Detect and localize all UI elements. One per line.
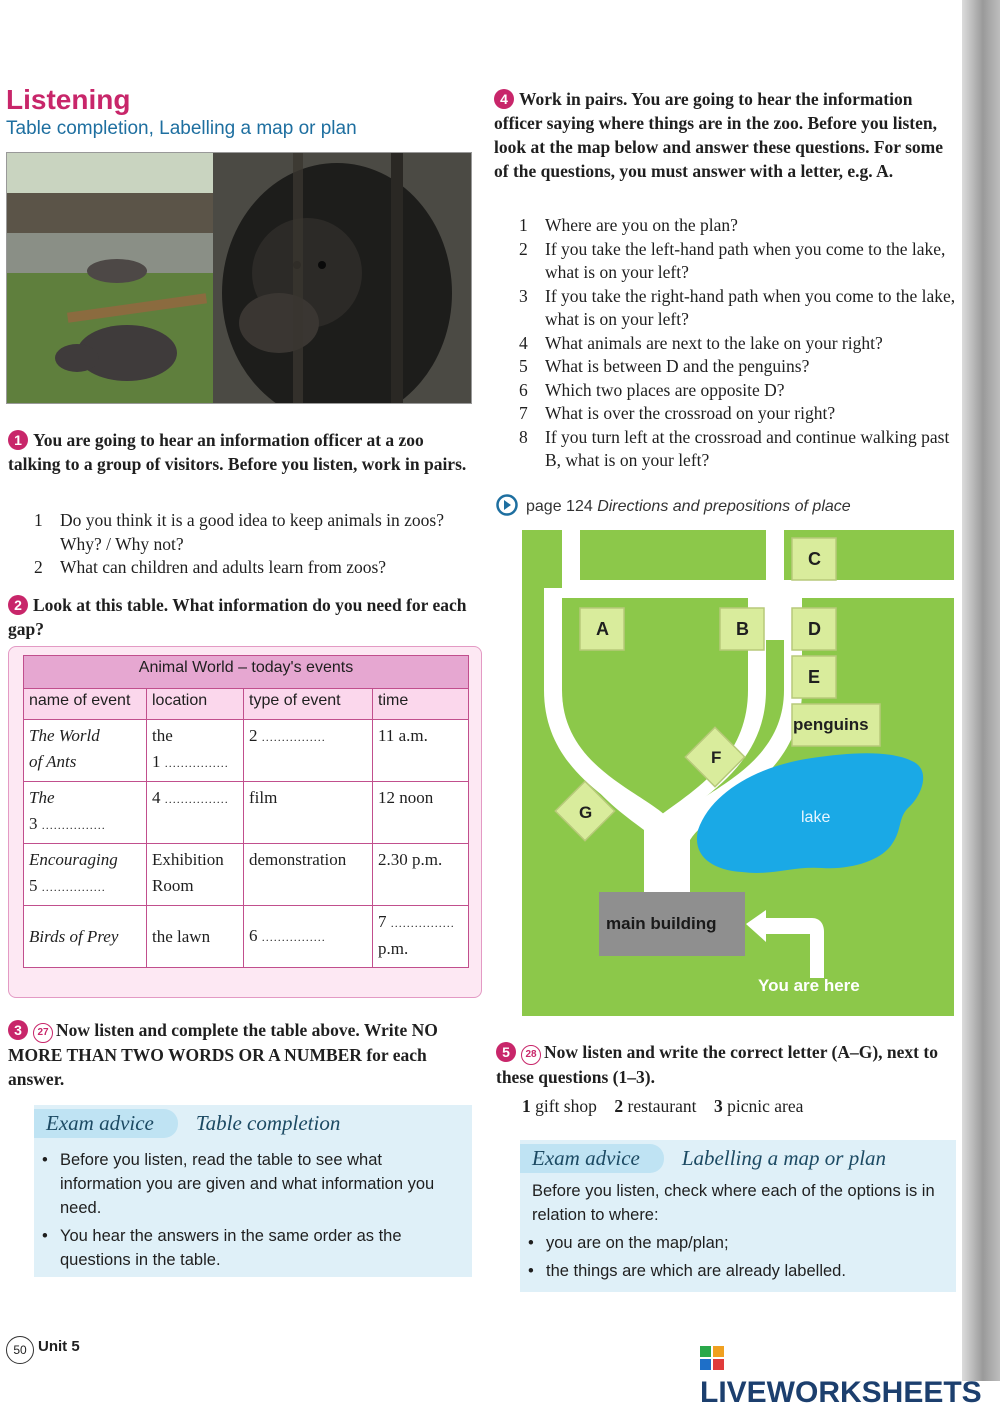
exam-advice-map [520, 1140, 956, 1292]
events-table-panel [8, 646, 482, 998]
zoo-photo-illustration [7, 153, 471, 403]
exercise-4-questions [519, 214, 959, 473]
exercise-1-text: You are going to hear an information officer at a zoo talking to a group of visitors. Before you listen, work in pairs. [8, 430, 467, 474]
exercise-2-number: 2 [8, 595, 28, 615]
table-cell: the 1 ................ [147, 720, 244, 782]
table-cell: 2.30 p.m. [373, 844, 469, 906]
map-label-g: G [579, 803, 593, 822]
liveworksheets-logo-icon [700, 1346, 724, 1370]
table-row [24, 844, 469, 906]
zoo-map [522, 530, 954, 1016]
table-cell: The World of Ants [24, 720, 147, 782]
map-label-f: F [711, 748, 722, 767]
map-label-you-are-here: You are here [758, 976, 860, 995]
exercise-4-instruction [494, 87, 954, 183]
map-label-main-building: main building [606, 914, 717, 933]
exam-advice-list [520, 1231, 956, 1283]
table-row [24, 906, 469, 968]
exercise-3-text: Now listen and complete the table above. Write NO MORE THAN TWO WORDS OR A NUMBER for each answer. [8, 1020, 438, 1089]
table-cell: film [244, 782, 373, 844]
exam-advice-title: Labelling a map or plan [681, 1146, 887, 1170]
page-reference[interactable] [496, 494, 851, 516]
list-item: 2 If you take the left-hand path when you come to the lake, what is on your left? [519, 238, 946, 282]
table-cell: 2 ................ [244, 720, 373, 782]
map-label-b: B [736, 619, 749, 639]
exercise-5-instruction [496, 1040, 956, 1089]
list-item: 6 Which two places are opposite D? [519, 379, 785, 400]
list-item: 2 What can children and adults learn from zoos? [34, 557, 387, 577]
table-cell: 12 noon [373, 782, 469, 844]
zoo-map-plan [522, 530, 954, 1016]
map-label-e: E [808, 667, 821, 687]
book-edge [962, 0, 1000, 1381]
table-header-row [24, 689, 469, 720]
exercise-5-number: 5 [496, 1042, 516, 1062]
exam-advice-intro: Before you listen, check where each of the options is in relation to where: [532, 1182, 935, 1224]
exercise-4-number: 4 [494, 89, 514, 109]
list-item: • the things are which are already labelled. [520, 1259, 956, 1283]
table-header: location [147, 689, 244, 720]
section-title: Listening [6, 84, 131, 115]
list-item: 1 Do you think it is a good idea to keep animals in zoos? Why? / Why not? [34, 510, 444, 554]
map-label-lake: lake [801, 809, 831, 826]
unit-label: Unit 5 [38, 1338, 80, 1355]
list-item: • You hear the answers in the same order as the questions in the table. [34, 1224, 458, 1272]
table-cell: the lawn [147, 906, 244, 968]
map-label-penguins: penguins [793, 715, 869, 734]
table-cell: 6 ................ [244, 906, 373, 968]
map-label-a: A [596, 619, 609, 639]
section-subtitle: Table completion, Labelling a map or plan [6, 118, 357, 139]
page-ref-topic: Directions and prepositions of place [597, 498, 851, 515]
exam-advice-table [34, 1105, 472, 1277]
exercise-2-text: Look at this table. What information do you need for each gap? [8, 595, 467, 639]
exercise-5-items: 1 gift shop 2 restaurant 3 picnic area [522, 1096, 804, 1116]
table-caption: Animal World – today's events [24, 656, 469, 689]
table-cell: Encouraging 5 ................ [24, 844, 147, 906]
exercise-2-instruction [8, 593, 468, 641]
exercise-4-text: Work in pairs. You are going to hear the information officer saying where things are in the zoo. Before you listen, look at the map below and answer these questions. For some of the questions, you must answer with a letter, e.g. A. [494, 89, 944, 181]
map-label-c: C [808, 549, 821, 569]
table-cell: Exhibition Room [147, 844, 244, 906]
audio-track-icon: 27 [33, 1023, 53, 1043]
list-item: 1 Where are you on the plan? [519, 215, 738, 235]
exercise-3-number: 3 [8, 1020, 28, 1040]
list-item: 3 If you take the right-hand path when you come to the lake, what is on your left? [519, 285, 956, 329]
list-item: 8 If you turn left at the crossroad and continue walking past B, what is on your left? [519, 426, 950, 470]
table-cell: 4 ................ [147, 782, 244, 844]
exam-advice-title: Table completion [195, 1111, 341, 1135]
table-cell: 7 ................ p.m. [373, 906, 469, 968]
page-ref-page: page 124 [526, 498, 593, 515]
exercise-1-number: 1 [8, 430, 28, 450]
exercise-5-text: Now listen and write the correct letter (A–G), next to these questions (1–3). [496, 1042, 938, 1087]
table-header: time [373, 689, 469, 720]
table-header: type of event [244, 689, 373, 720]
table-row [24, 782, 469, 844]
list-item: • Before you listen, read the table to see what information you are given and what information you need. [34, 1148, 458, 1220]
table-cell: The 3 ................ [24, 782, 147, 844]
list-item: • you are on the map/plan; [520, 1231, 956, 1255]
table-row [24, 720, 469, 782]
map-label-d: D [808, 619, 821, 639]
exam-advice-label: Exam advice [520, 1144, 664, 1173]
audio-track-icon: 28 [521, 1045, 541, 1065]
events-table [23, 655, 469, 968]
exam-advice-label: Exam advice [34, 1109, 178, 1138]
table-header: name of event [24, 689, 147, 720]
page-number: 50 [6, 1336, 34, 1364]
exercise-1-instruction [8, 428, 468, 476]
list-item: 5 What is between D and the penguins? [519, 356, 810, 376]
exercise-3-instruction [8, 1018, 448, 1091]
page-link-icon [496, 494, 518, 516]
list-item: 7 What is over the crossroad on your right? [519, 403, 836, 423]
exercise-1-questions [34, 509, 474, 580]
list-item: 4 What animals are next to the lake on your right? [519, 332, 883, 353]
zoo-photo [6, 152, 472, 404]
table-cell: demonstration [244, 844, 373, 906]
table-cell: Birds of Prey [24, 906, 147, 968]
liveworksheets-watermark: LIVEWORKSHEETS [700, 1342, 1000, 1410]
exam-advice-list [34, 1148, 472, 1272]
table-cell: 11 a.m. [373, 720, 469, 782]
